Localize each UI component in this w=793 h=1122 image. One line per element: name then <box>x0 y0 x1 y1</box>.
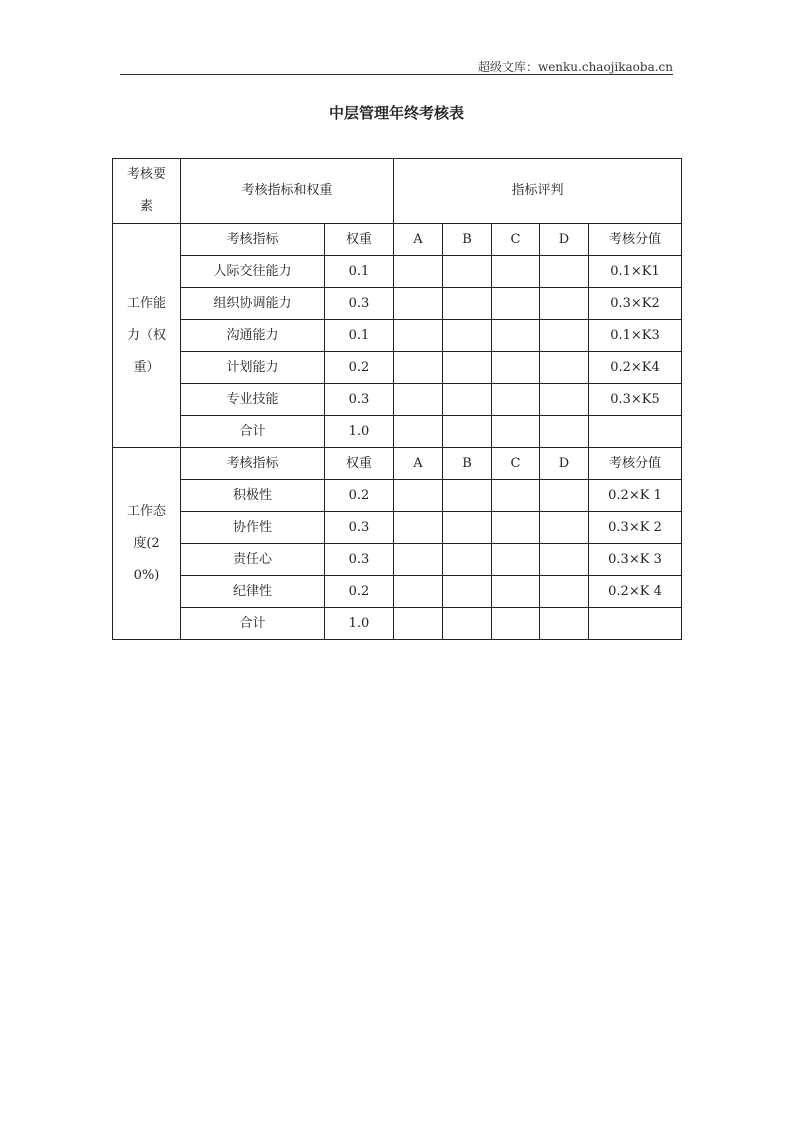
grade-cell[interactable] <box>443 288 492 320</box>
site-header: 超级文库：wenku.chaojikaoba.cn <box>477 60 673 74</box>
indicator-cell: 责任心 <box>181 544 325 576</box>
grade-cell[interactable] <box>443 416 492 448</box>
column-header: C <box>492 224 540 256</box>
indicator-cell: 积极性 <box>181 480 325 512</box>
assessment-table <box>112 158 682 640</box>
table-row <box>113 288 682 320</box>
column-header: B <box>443 448 492 480</box>
grade-cell[interactable] <box>540 352 589 384</box>
indicator-cell: 人际交往能力 <box>181 256 325 288</box>
grade-cell[interactable] <box>394 352 443 384</box>
head-indicator-weight: 考核指标和权重 <box>181 159 394 224</box>
indicator-cell: 协作性 <box>181 512 325 544</box>
weight-cell: 0.3 <box>325 384 394 416</box>
grade-cell[interactable] <box>443 256 492 288</box>
weight-cell: 0.1 <box>325 320 394 352</box>
grade-cell[interactable] <box>492 608 540 640</box>
grade-cell[interactable] <box>443 512 492 544</box>
weight-cell: 0.3 <box>325 544 394 576</box>
table-row <box>113 480 682 512</box>
grade-cell[interactable] <box>443 544 492 576</box>
column-header: D <box>540 224 589 256</box>
score-cell: 0.3×K 2 <box>589 512 682 544</box>
section-factor: 工作态度(20%) <box>113 448 181 640</box>
grade-cell[interactable] <box>540 416 589 448</box>
table-row <box>113 416 682 448</box>
weight-cell: 0.2 <box>325 576 394 608</box>
grade-cell[interactable] <box>394 480 443 512</box>
grade-cell[interactable] <box>394 608 443 640</box>
column-header: 考核分值 <box>589 224 682 256</box>
grade-cell[interactable] <box>492 576 540 608</box>
column-header: 考核指标 <box>181 448 325 480</box>
grade-cell[interactable] <box>492 320 540 352</box>
grade-cell[interactable] <box>492 352 540 384</box>
indicator-cell: 计划能力 <box>181 352 325 384</box>
grade-cell[interactable] <box>540 608 589 640</box>
column-header: B <box>443 224 492 256</box>
grade-cell[interactable] <box>492 416 540 448</box>
grade-cell[interactable] <box>540 544 589 576</box>
grade-cell[interactable] <box>540 320 589 352</box>
grade-cell[interactable] <box>540 384 589 416</box>
grade-cell[interactable] <box>394 384 443 416</box>
grade-cell[interactable] <box>443 576 492 608</box>
header-divider <box>120 74 673 75</box>
grade-cell[interactable] <box>443 384 492 416</box>
indicator-cell: 纪律性 <box>181 576 325 608</box>
score-cell <box>589 416 682 448</box>
indicator-cell: 合计 <box>181 608 325 640</box>
weight-cell: 0.2 <box>325 480 394 512</box>
column-header: D <box>540 448 589 480</box>
score-cell: 0.2×K 4 <box>589 576 682 608</box>
table-row <box>113 256 682 288</box>
weight-cell: 0.3 <box>325 512 394 544</box>
weight-cell: 0.2 <box>325 352 394 384</box>
table-row <box>113 320 682 352</box>
grade-cell[interactable] <box>540 288 589 320</box>
section-column-header-row <box>113 224 682 256</box>
column-header: C <box>492 448 540 480</box>
grade-cell[interactable] <box>540 256 589 288</box>
section-column-header-row <box>113 448 682 480</box>
score-cell: 0.2×K4 <box>589 352 682 384</box>
grade-cell[interactable] <box>443 320 492 352</box>
column-header: 权重 <box>325 448 394 480</box>
grade-cell[interactable] <box>394 416 443 448</box>
table-row <box>113 512 682 544</box>
grade-cell[interactable] <box>394 288 443 320</box>
grade-cell[interactable] <box>443 608 492 640</box>
column-header: A <box>394 448 443 480</box>
grade-cell[interactable] <box>394 256 443 288</box>
grade-cell[interactable] <box>443 352 492 384</box>
grade-cell[interactable] <box>394 544 443 576</box>
column-header: 考核分值 <box>589 448 682 480</box>
score-cell: 0.2×K 1 <box>589 480 682 512</box>
weight-cell: 0.1 <box>325 256 394 288</box>
grade-cell[interactable] <box>492 544 540 576</box>
table-row <box>113 544 682 576</box>
grade-cell[interactable] <box>394 576 443 608</box>
table-row <box>113 576 682 608</box>
grade-cell[interactable] <box>492 288 540 320</box>
table-row <box>113 352 682 384</box>
grade-cell[interactable] <box>492 480 540 512</box>
score-cell: 0.3×K2 <box>589 288 682 320</box>
score-cell: 0.3×K 3 <box>589 544 682 576</box>
indicator-cell: 沟通能力 <box>181 320 325 352</box>
grade-cell[interactable] <box>394 320 443 352</box>
grade-cell[interactable] <box>540 480 589 512</box>
grade-cell[interactable] <box>394 512 443 544</box>
weight-cell: 1.0 <box>325 608 394 640</box>
indicator-cell: 组织协调能力 <box>181 288 325 320</box>
column-header: A <box>394 224 443 256</box>
grade-cell[interactable] <box>540 512 589 544</box>
grade-cell[interactable] <box>492 256 540 288</box>
grade-cell[interactable] <box>443 480 492 512</box>
table-row <box>113 608 682 640</box>
column-header: 考核指标 <box>181 224 325 256</box>
table-row <box>113 384 682 416</box>
column-header: 权重 <box>325 224 394 256</box>
indicator-cell: 专业技能 <box>181 384 325 416</box>
indicator-cell: 合计 <box>181 416 325 448</box>
grade-cell[interactable] <box>492 512 540 544</box>
section-factor: 工作能力（权重） <box>113 224 181 448</box>
head-factor: 考核要素 <box>113 159 181 224</box>
score-cell: 0.1×K1 <box>589 256 682 288</box>
weight-cell: 1.0 <box>325 416 394 448</box>
page-title: 中层管理年终考核表 <box>328 104 464 122</box>
weight-cell: 0.3 <box>325 288 394 320</box>
head-judgement: 指标评判 <box>394 159 682 224</box>
grade-cell[interactable] <box>492 384 540 416</box>
score-cell: 0.1×K3 <box>589 320 682 352</box>
score-cell: 0.3×K5 <box>589 384 682 416</box>
table-head-row <box>113 159 682 224</box>
score-cell <box>589 608 682 640</box>
grade-cell[interactable] <box>540 576 589 608</box>
